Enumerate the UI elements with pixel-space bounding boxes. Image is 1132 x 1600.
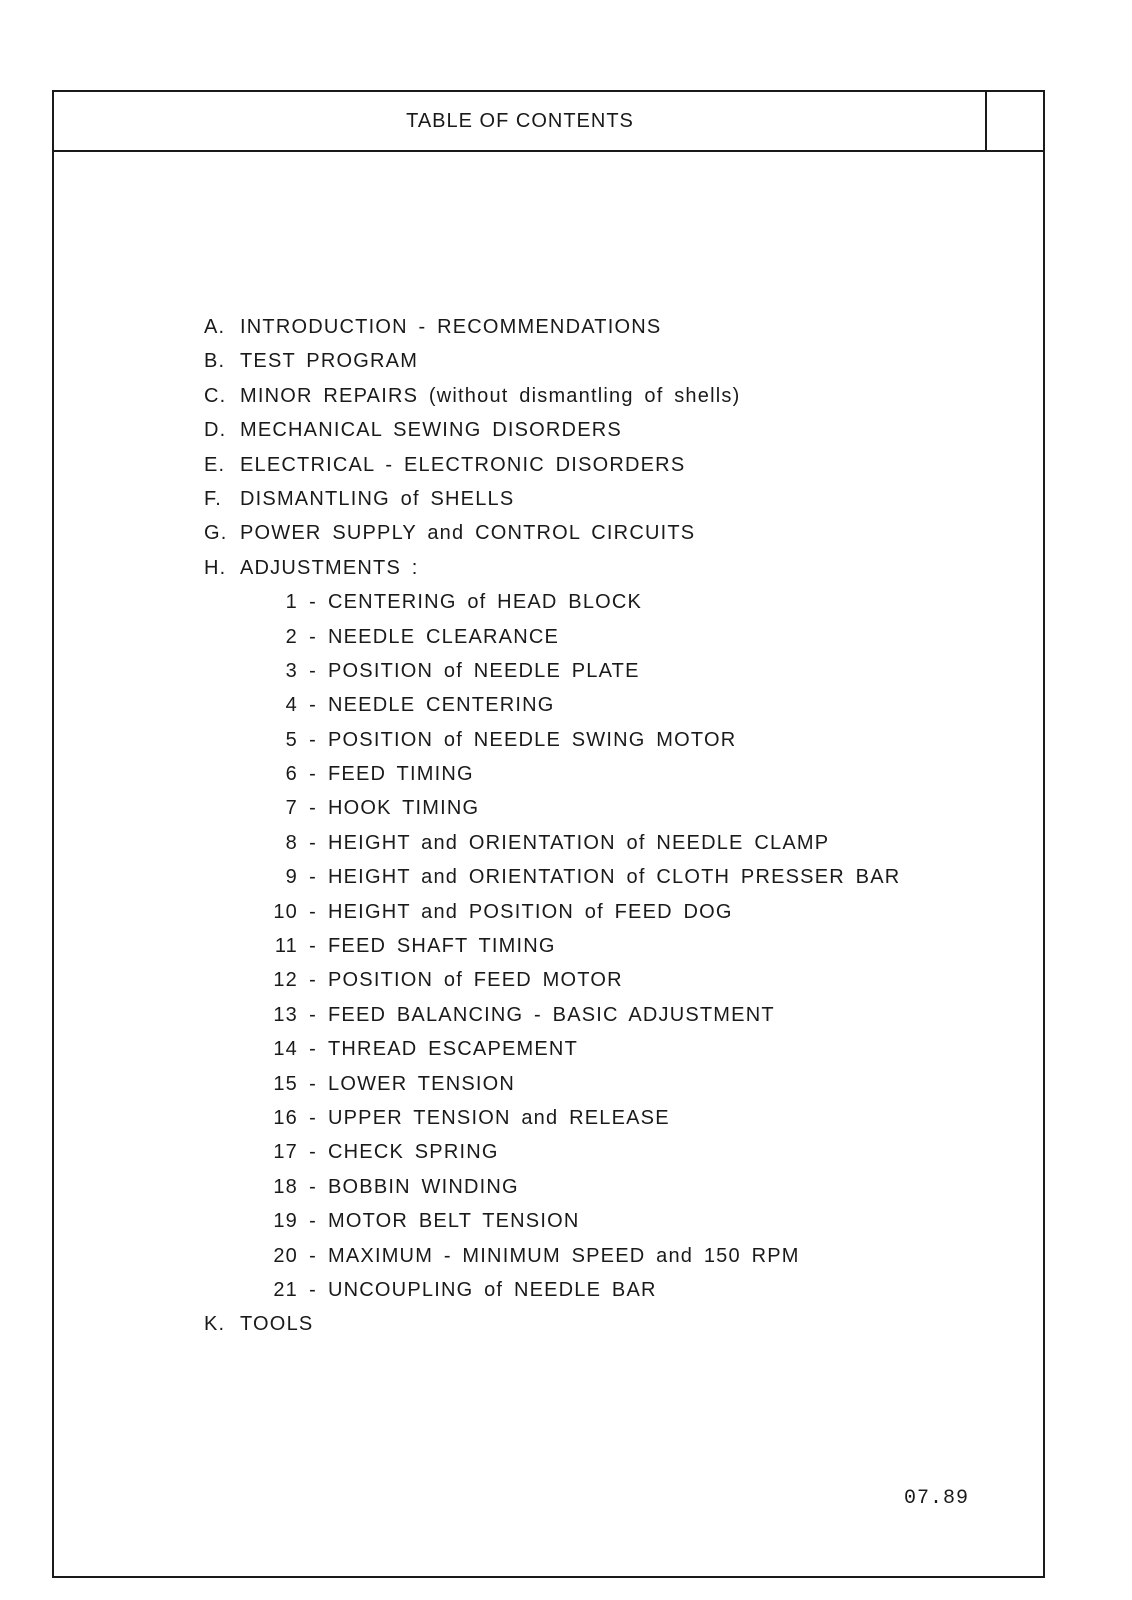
adjustment-title: FEED TIMING [328,763,474,786]
adjustment-number: 3 [285,659,298,682]
toc-adjustment-item[interactable] [204,963,900,997]
adjustment-number: 7 [285,797,298,820]
page-frame [52,90,1045,1578]
toc-section-b[interactable] [204,344,900,378]
adjustment-number: 6 [285,763,298,786]
adjustment-number: 20 [273,1244,298,1267]
toc-adjustment-item[interactable] [204,998,900,1032]
adjustment-dash: - [309,625,317,648]
section-letter: B. [204,350,226,373]
adjustment-number: 5 [285,728,298,751]
adjustment-number: 8 [285,831,298,854]
adjustment-number: 10 [273,900,298,923]
toc-section-a[interactable] [204,310,900,344]
adjustment-title: CENTERING of HEAD BLOCK [328,591,643,614]
adjustment-number: 16 [273,1106,298,1129]
adjustment-dash: - [309,831,317,854]
adjustment-number: 18 [273,1175,298,1198]
adjustment-title: MAXIMUM - MINIMUM SPEED and 150 RPM [328,1244,800,1267]
toc-section-f[interactable] [204,482,900,516]
toc-adjustment-item[interactable] [204,1273,900,1307]
toc-adjustment-item[interactable] [204,1239,900,1273]
toc-adjustment-item[interactable] [204,1135,900,1169]
adjustment-title: HEIGHT and ORIENTATION of CLOTH PRESSER BAR [328,866,901,889]
section-letter: F. [204,487,222,510]
toc-adjustment-item[interactable] [204,688,900,722]
section-title: MINOR REPAIRS (without dismantling of shells) [240,384,741,407]
adjustment-dash: - [309,1072,317,1095]
toc-section-e[interactable] [204,448,900,482]
page-code: 07.89 [903,1487,969,1510]
adjustment-number: 2 [285,625,298,648]
section-letter: H. [204,556,227,579]
adjustment-number: 12 [273,969,298,992]
toc-adjustment-item[interactable] [204,1204,900,1238]
toc-adjustment-item[interactable] [204,654,900,688]
adjustment-title: LOWER TENSION [328,1072,516,1095]
toc-adjustment-item[interactable] [204,757,900,791]
toc-adjustment-item[interactable] [204,1032,900,1066]
adjustment-number: 9 [285,866,298,889]
section-title: TOOLS [240,1313,314,1336]
toc-adjustment-item[interactable] [204,723,900,757]
adjustment-number: 21 [273,1278,298,1301]
section-title: POWER SUPPLY and CONTROL CIRCUITS [240,522,696,545]
toc-section-g[interactable] [204,516,900,550]
adjustment-list [204,585,900,1307]
adjustment-dash: - [309,866,317,889]
toc-adjustment-item[interactable] [204,860,900,894]
adjustment-title: NEEDLE CENTERING [328,694,555,717]
adjustment-number: 15 [273,1072,298,1095]
adjustment-title: POSITION of FEED MOTOR [328,969,623,992]
adjustment-dash: - [309,763,317,786]
toc-adjustment-item[interactable] [204,929,900,963]
adjustment-dash: - [309,1038,317,1061]
section-letter: K. [204,1313,226,1336]
adjustment-number: 4 [285,694,298,717]
page-title: TABLE OF CONTENTS [406,110,634,132]
section-letter: D. [204,419,227,442]
section-letter: G. [204,522,228,545]
section-letter: C. [204,384,227,407]
adjustment-dash: - [309,728,317,751]
adjustment-dash: - [309,969,317,992]
adjustment-dash: - [309,1210,317,1233]
header-bar [54,92,1043,152]
adjustment-dash: - [309,1175,317,1198]
header-page-box [985,92,1043,150]
section-letter: E. [204,453,226,476]
adjustment-number: 1 [285,591,298,614]
toc-adjustment-item[interactable] [204,826,900,860]
toc-adjustment-item[interactable] [204,1067,900,1101]
toc-adjustment-item[interactable] [204,1101,900,1135]
adjustment-title: HEIGHT and ORIENTATION of NEEDLE CLAMP [328,831,830,854]
section-title: TEST PROGRAM [240,350,419,373]
adjustment-title: HEIGHT and POSITION of FEED DOG [328,900,733,923]
adjustment-dash: - [309,694,317,717]
section-title: ADJUSTMENTS : [240,556,419,579]
adjustment-title: BOBBIN WINDING [328,1175,519,1198]
section-title: MECHANICAL SEWING DISORDERS [240,419,622,442]
adjustment-number: 19 [273,1210,298,1233]
adjustment-dash: - [309,900,317,923]
adjustment-dash: - [309,591,317,614]
adjustment-title: FEED SHAFT TIMING [328,935,556,958]
adjustment-title: POSITION of NEEDLE PLATE [328,659,640,682]
adjustment-title: HOOK TIMING [328,797,480,820]
adjustment-number: 17 [273,1141,298,1164]
toc-adjustment-item[interactable] [204,791,900,825]
adjustment-title: CHECK SPRING [328,1141,499,1164]
adjustment-title: MOTOR BELT TENSION [328,1210,580,1233]
toc-adjustment-item[interactable] [204,1170,900,1204]
adjustment-title: FEED BALANCING - BASIC ADJUSTMENT [328,1003,775,1026]
toc-section-k[interactable] [204,1307,900,1341]
table-of-contents [204,310,900,1342]
adjustment-title: UPPER TENSION and RELEASE [328,1106,670,1129]
section-letter: A. [204,316,226,338]
adjustment-dash: - [309,1106,317,1129]
toc-adjustment-item[interactable] [204,620,900,654]
adjustment-number: 11 [274,935,298,958]
section-title: INTRODUCTION - RECOMMENDATIONS [240,316,662,338]
toc-section-d[interactable] [204,413,900,447]
adjustment-dash: - [309,1278,317,1301]
adjustment-title: POSITION of NEEDLE SWING MOTOR [328,728,737,751]
adjustment-dash: - [309,797,317,820]
adjustment-dash: - [309,1003,317,1026]
section-title: DISMANTLING of SHELLS [240,487,515,510]
section-title: ELECTRICAL - ELECTRONIC DISORDERS [240,453,686,476]
adjustment-title: NEEDLE CLEARANCE [328,625,560,648]
toc-adjustment-item[interactable] [204,895,900,929]
adjustment-number: 13 [273,1003,298,1026]
adjustment-dash: - [309,935,317,958]
adjustment-dash: - [309,659,317,682]
adjustment-title: UNCOUPLING of NEEDLE BAR [328,1278,657,1301]
toc-adjustment-item[interactable] [204,585,900,619]
adjustment-dash: - [309,1141,317,1164]
adjustment-dash: - [309,1244,317,1267]
toc-section-h[interactable] [204,551,900,585]
adjustment-title: THREAD ESCAPEMENT [328,1038,578,1061]
toc-section-c[interactable] [204,379,900,413]
adjustment-number: 14 [273,1038,298,1061]
